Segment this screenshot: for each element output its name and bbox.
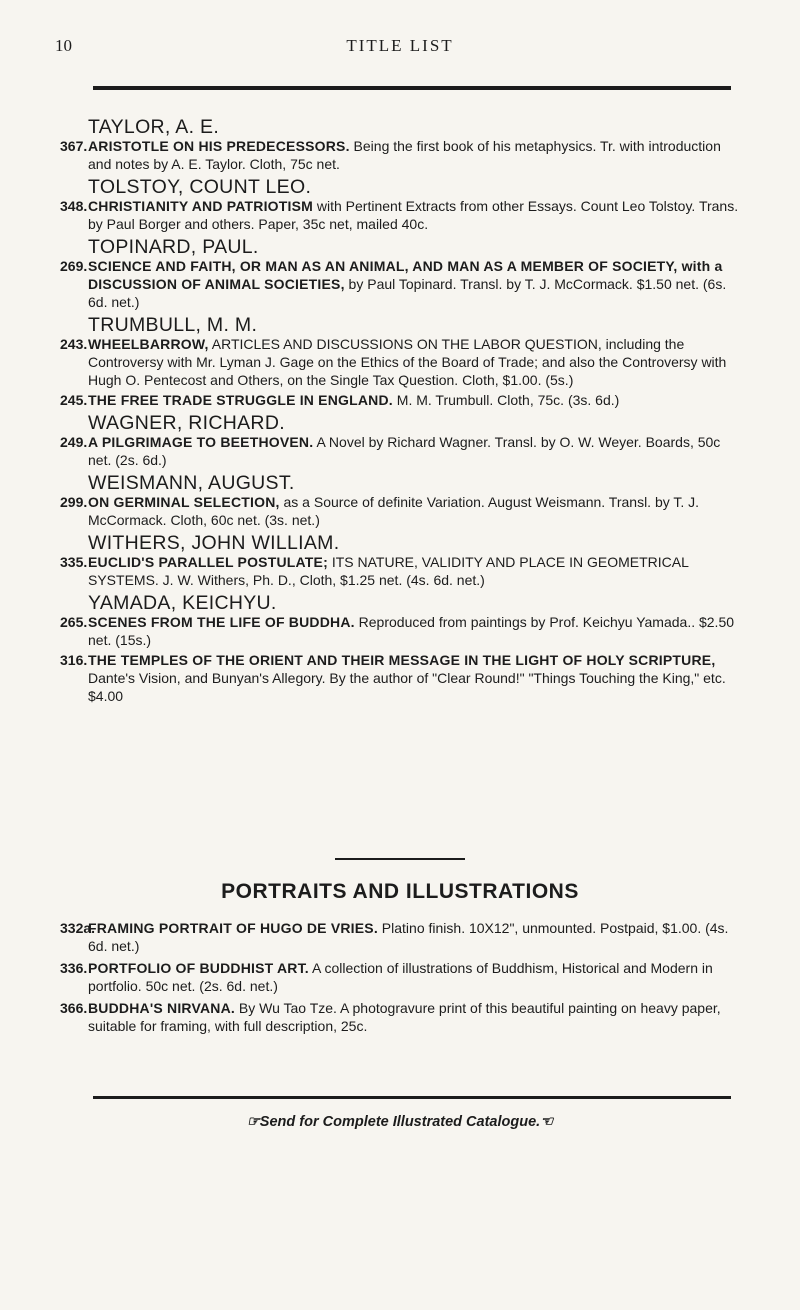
entry-description: A Novel by Richard Wagner. Transl. by O. W. Weyer. Boards, 50c net. (2s. 6d.): [88, 434, 721, 468]
portraits-list: [60, 920, 740, 1040]
entry-number: 245.: [60, 392, 88, 408]
title-entry: [60, 494, 740, 530]
entry-title: THE TEMPLES OF THE ORIENT AND THEIR MESSAGE IN THE LIGHT OF HOLY SCRIPTURE,: [88, 652, 716, 668]
title-entry: [60, 1000, 740, 1036]
bottom-rule: [93, 1096, 731, 1099]
entry-number: 348.: [60, 198, 88, 214]
entry-number: 335.: [60, 554, 88, 570]
running-title: TITLE LIST: [346, 36, 454, 55]
entry-title: CHRISTIANITY AND PATRIOTISM: [88, 198, 313, 214]
title-entry: [60, 434, 740, 470]
entry-number: 265.: [60, 614, 88, 630]
author-heading: WEISMANN, AUGUST.: [88, 472, 295, 494]
entry-description: Platino finish. 10X12", unmounted. Postpaid, $1.00. (4s. 6d. net.): [88, 920, 729, 954]
entry-number: 316.: [60, 652, 88, 668]
entry-description: A collection of illustrations of Buddhism, Historical and Modern in portfolio. 50c net. (2s. 6d. net.): [88, 960, 713, 994]
entry-description: ARTICLES AND DISCUSSIONS ON THE LABOR QUESTION, including the Controversy with Mr. Lyman J. Gage on the Ethics of the Board of Trade; and also the Controversy with Hugh O. Pentecost and Others, on the Single Tax Question. Cloth, $1.00. (5s.): [88, 336, 727, 388]
entry-number: 332a.: [60, 920, 96, 936]
author-heading: TRUMBULL, M. M.: [88, 314, 258, 336]
author-heading: TAYLOR, A. E.: [88, 116, 220, 138]
entry-number: 299.: [60, 494, 88, 510]
entry-description: Dante's Vision, and Bunyan's Allegory. By the author of "Clear Round!" "Things Touching the King," etc. $4.00: [88, 670, 726, 704]
section-heading: PORTRAITS AND ILLUSTRATIONS: [221, 880, 579, 903]
title-entry: [60, 960, 740, 996]
entry-description: M. M. Trumbull. Cloth, 75c. (3s. 6d.): [392, 392, 620, 408]
title-entry: [60, 920, 740, 956]
entry-title: ON GERMINAL SELECTION,: [88, 494, 280, 510]
entry-number: 367.: [60, 138, 88, 154]
entry-number: 366.: [60, 1000, 88, 1016]
entry-description: By Wu Tao Tze. A photogravure print of this beautiful painting on heavy paper, suitable for framing, with full description, 25c.: [88, 1000, 721, 1034]
entry-title: WHEELBARROW,: [88, 336, 209, 352]
author-heading: WITHERS, JOHN WILLIAM.: [88, 532, 340, 554]
entry-title: FRAMING PORTRAIT OF HUGO DE VRIES.: [88, 920, 378, 936]
author-heading: WAGNER, RICHARD.: [88, 412, 285, 434]
entry-title: BUDDHA'S NIRVANA.: [88, 1000, 235, 1016]
entry-title: THE FREE TRADE STRUGGLE IN ENGLAND.: [88, 392, 393, 408]
entry-title: ARISTOTLE ON HIS PREDECESSORS.: [88, 138, 350, 154]
catalogue-notice: ☞Send for Complete Illustrated Catalogue.☜: [246, 1114, 554, 1130]
entry-description: Being the first book of his metaphysics. Tr. with introduction and notes by A. E. Taylor. Cloth, 75c net.: [88, 138, 721, 172]
title-entry: [60, 392, 740, 410]
author-heading: TOLSTOY, COUNT LEO.: [88, 176, 312, 198]
author-heading: YAMADA, KEICHYU.: [88, 592, 277, 614]
title-entry: [60, 614, 740, 650]
entry-number: 249.: [60, 434, 88, 450]
title-entry: [60, 652, 740, 706]
top-rule: [93, 86, 731, 90]
title-list: [60, 116, 740, 708]
entry-title: A PILGRIMAGE TO BEETHOVEN.: [88, 434, 314, 450]
title-entry: [60, 336, 740, 390]
entry-number: 336.: [60, 960, 88, 976]
entry-description: by Paul Topinard. Transl. by T. J. McCormack. $1.50 net. (6s. 6d. net.): [88, 276, 727, 310]
entry-number: 269.: [60, 258, 88, 274]
entry-title: SCENES FROM THE LIFE OF BUDDHA.: [88, 614, 355, 630]
author-heading: TOPINARD, PAUL.: [88, 236, 259, 258]
entry-title: EUCLID'S PARALLEL POSTULATE;: [88, 554, 328, 570]
page-header: [0, 36, 800, 66]
title-entry: [60, 554, 740, 590]
entry-title: SCIENCE AND FAITH, OR MAN AS AN ANIMAL, AND MAN AS A MEMBER OF SOCIETY, with a DISCUSSION OF ANIMAL SOCIETIES,: [88, 258, 723, 292]
entry-number: 243.: [60, 336, 88, 352]
page-number: 10: [55, 36, 72, 55]
title-entry: [60, 198, 740, 234]
title-entry: [60, 258, 740, 312]
entry-description: ITS NATURE, VALIDITY AND PLACE IN GEOMETRICAL SYSTEMS. J. W. Withers, Ph. D., Cloth, $1.25 net. (4s. 6d. net.): [88, 554, 689, 588]
title-entry: [60, 138, 740, 174]
entry-description: Reproduced from paintings by Prof. Keichyu Yamada.. $2.50 net. (15s.): [88, 614, 735, 648]
section-divider: [335, 858, 465, 860]
entry-title: PORTFOLIO OF BUDDHIST ART.: [88, 960, 309, 976]
entry-description: with Pertinent Extracts from other Essays. Count Leo Tolstoy. Trans. by Paul Borger and others. Paper, 35c net, mailed 40c.: [88, 198, 739, 232]
entry-description: as a Source of definite Variation. August Weismann. Transl. by T. J. McCormack. Cloth, 60c net. (3s. net.): [88, 494, 700, 528]
